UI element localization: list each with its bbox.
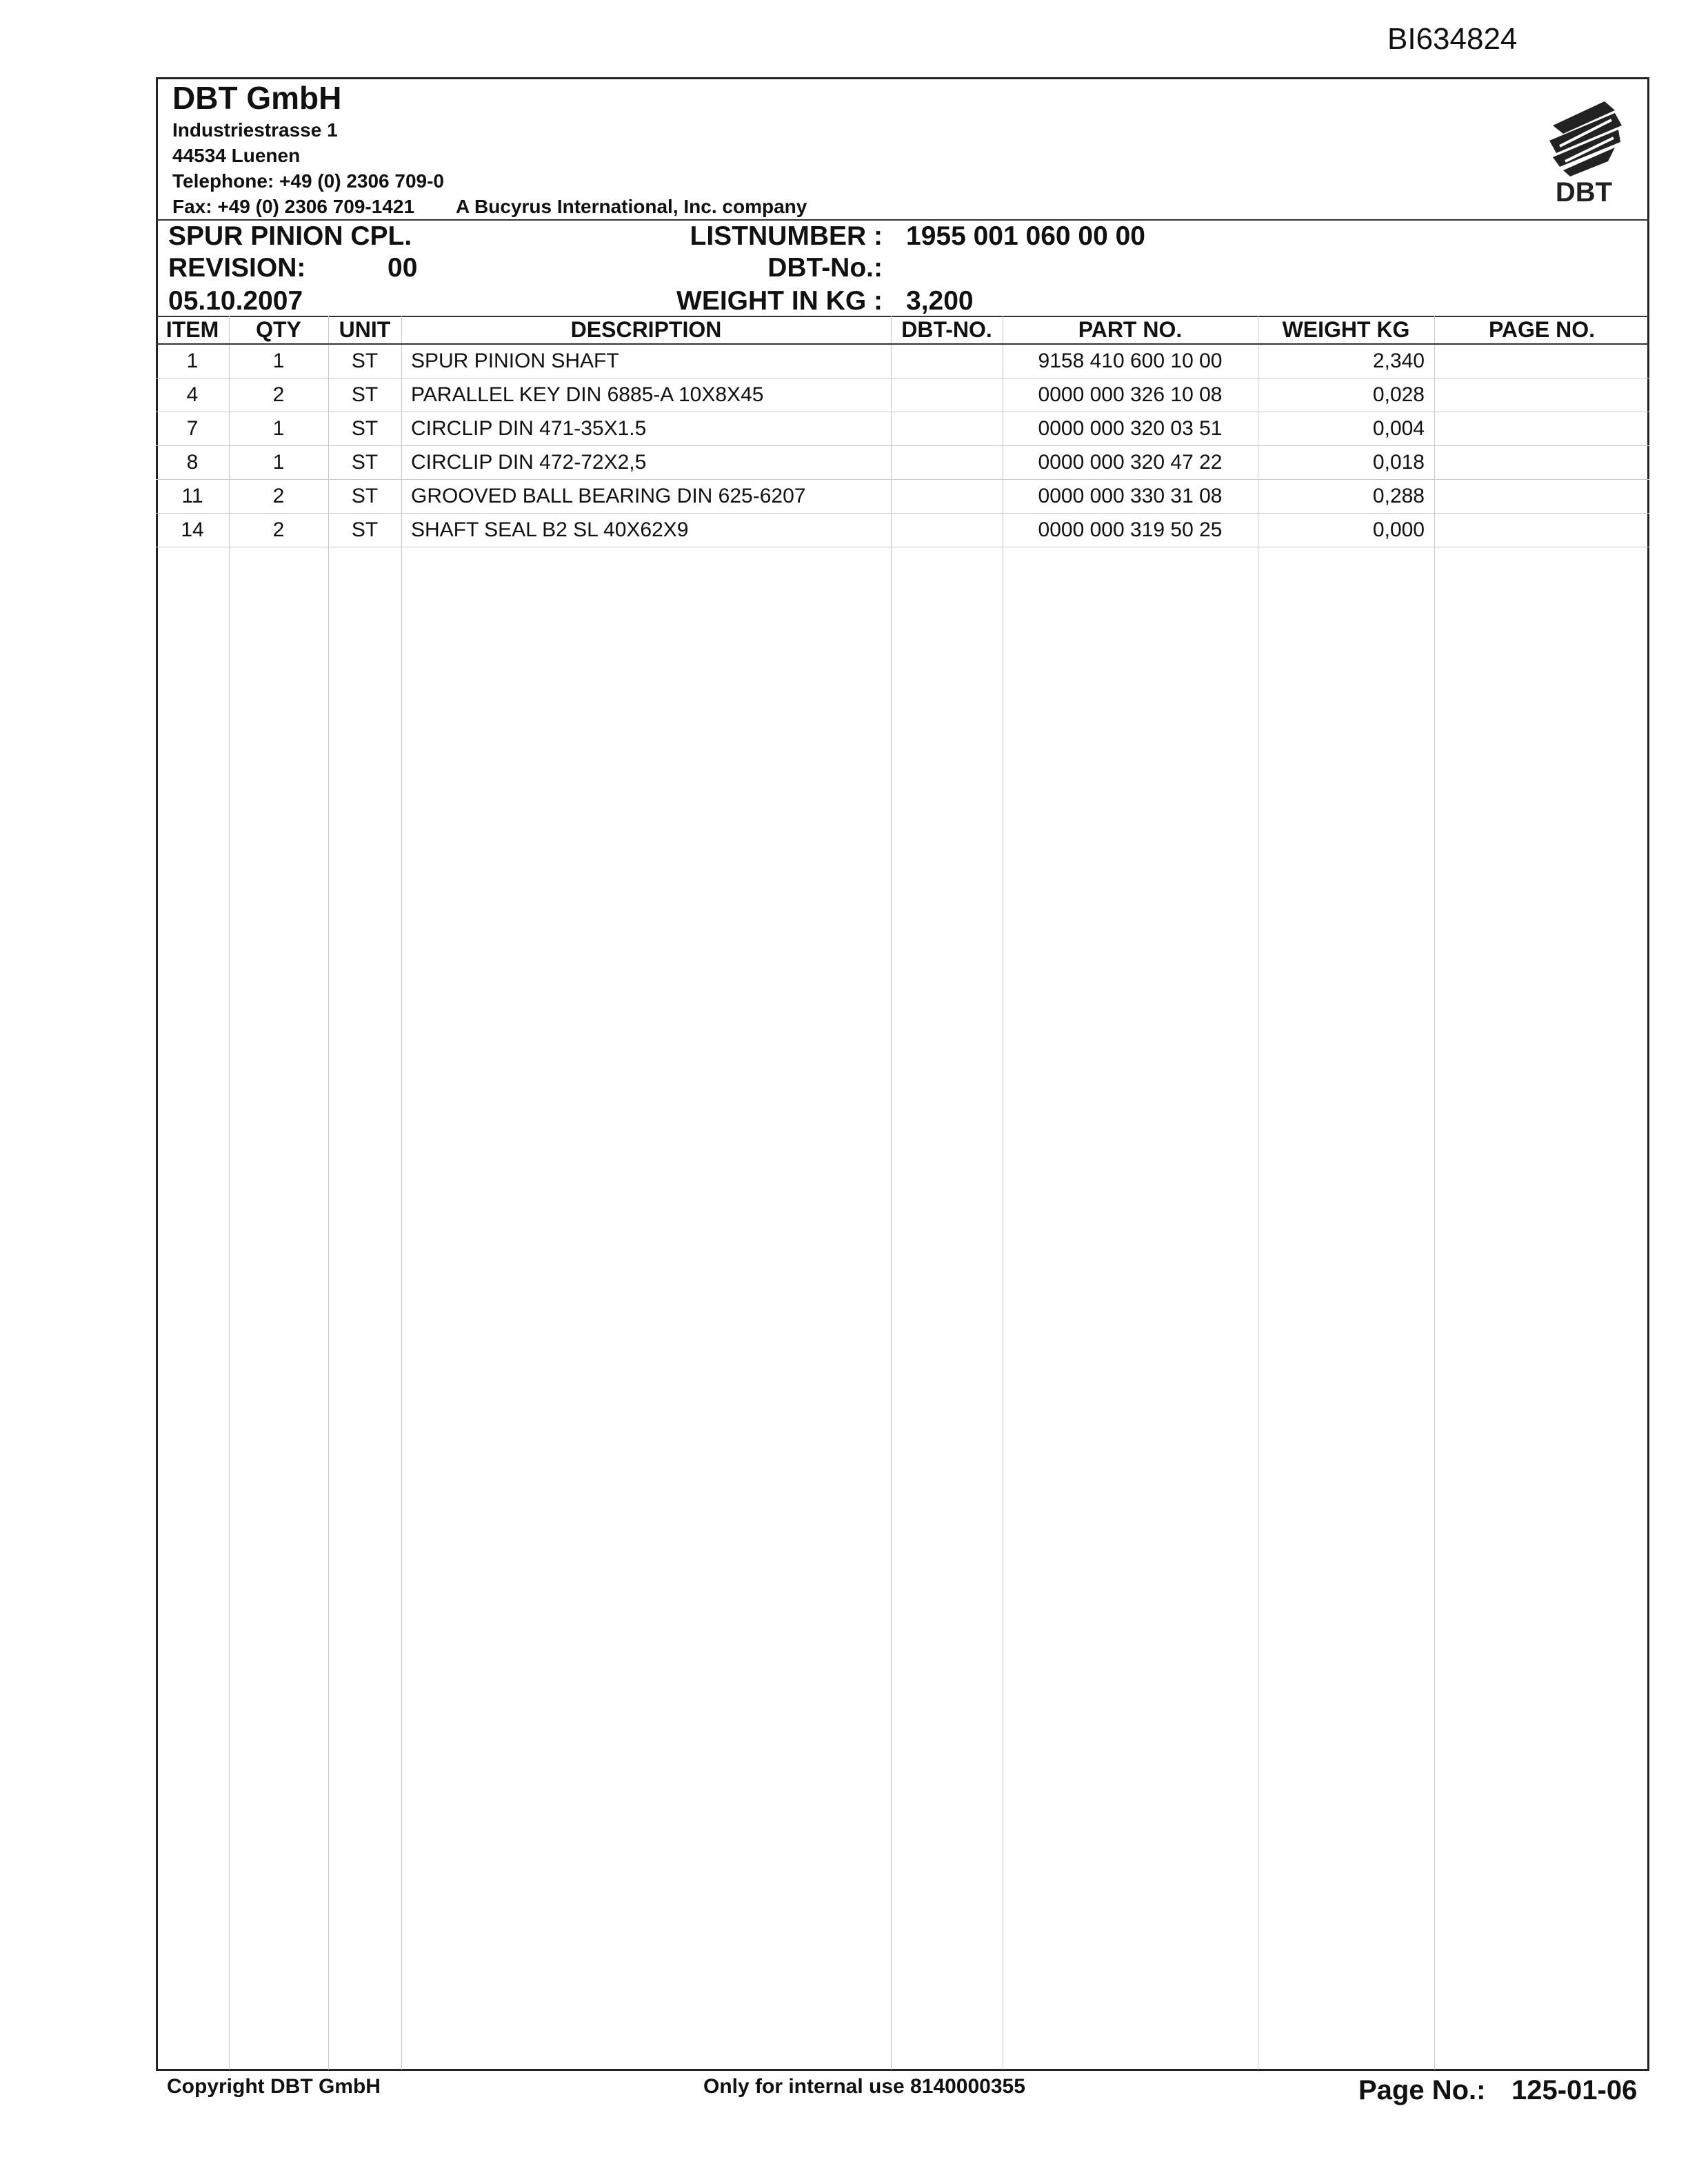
cell-part-no: 0000 000 320 47 22 <box>1038 451 1223 474</box>
cell-unit: ST <box>351 485 379 507</box>
parts-table <box>156 316 1649 547</box>
footer-copyright: Copyright DBT GmbH <box>167 2075 381 2098</box>
cell-item: 7 <box>186 417 199 440</box>
footer-internal-use: Only for internal use 8140000355 <box>703 2075 1025 2098</box>
column-divider <box>891 316 892 2070</box>
cell-unit: ST <box>351 417 379 440</box>
column-header-unit: UNIT <box>339 316 391 342</box>
cell-item: 1 <box>186 350 199 372</box>
logo-text: DBT <box>1555 177 1613 208</box>
cell-part-no: 0000 000 330 31 08 <box>1038 485 1223 507</box>
weight-label: WEIGHT IN KG : <box>676 286 883 316</box>
column-divider <box>328 316 329 2070</box>
column-divider <box>401 316 402 2070</box>
cell-page-no <box>1434 345 1649 378</box>
table-row <box>156 514 1649 547</box>
column-header-item: ITEM <box>165 316 219 342</box>
cell-part-no: 0000 000 319 50 25 <box>1038 518 1223 541</box>
company-street: Industriestrasse 1 <box>172 119 338 141</box>
cell-unit: ST <box>351 383 379 406</box>
column-divider <box>1434 316 1435 2070</box>
table-row <box>156 378 1649 412</box>
table-row <box>156 345 1649 378</box>
column-header-page-no: PAGE NO. <box>1488 316 1596 342</box>
cell-item: 4 <box>186 383 199 406</box>
table-header-row <box>156 316 1649 345</box>
column-header-description: DESCRIPTION <box>570 316 722 342</box>
cell-item: 8 <box>186 451 199 474</box>
column-header-part-no: PART NO. <box>1078 316 1183 342</box>
cell-part-no: 0000 000 320 03 51 <box>1038 417 1223 440</box>
table-row <box>156 480 1649 514</box>
cell-unit: ST <box>351 518 379 541</box>
footer-page-label: Page No.: <box>1358 2075 1486 2105</box>
cell-page-no <box>1434 514 1649 547</box>
company-fax: Fax: +49 (0) 2306 709-1421 <box>172 196 415 217</box>
column-divider <box>229 316 230 2070</box>
company-tagline: A Bucyrus International, Inc. company <box>456 196 807 217</box>
cell-qty: 1 <box>272 451 285 474</box>
cell-dbt-no <box>891 480 1003 513</box>
column-header-weight: WEIGHT KG <box>1282 316 1410 342</box>
cell-unit: ST <box>351 451 379 474</box>
cell-page-no <box>1434 412 1649 445</box>
cell-weight: 0,288 <box>1372 485 1425 507</box>
list-title: SPUR PINION CPL. <box>168 221 412 251</box>
cell-part-no: 0000 000 326 10 08 <box>1038 383 1223 406</box>
cell-description: CIRCLIP DIN 472-72X2,5 <box>411 451 647 474</box>
column-header-qty: QTY <box>256 316 301 342</box>
cell-qty: 2 <box>272 383 285 406</box>
company-name: DBT GmbH <box>172 80 342 116</box>
cell-item: 14 <box>181 518 204 541</box>
cell-description: GROOVED BALL BEARING DIN 625-6207 <box>411 485 806 507</box>
cell-dbt-no <box>891 345 1003 378</box>
cell-page-no <box>1434 446 1649 479</box>
cell-dbt-no <box>891 446 1003 479</box>
cell-page-no <box>1434 378 1649 412</box>
dbt-logo <box>1539 98 1629 208</box>
cell-weight: 2,340 <box>1372 350 1425 372</box>
cell-dbt-no <box>891 378 1003 412</box>
weight-value: 3,200 <box>906 286 974 316</box>
cell-description: CIRCLIP DIN 471-35X1.5 <box>411 417 647 440</box>
cell-description: PARALLEL KEY DIN 6885-A 10X8X45 <box>411 383 764 406</box>
cell-weight: 0,028 <box>1372 383 1425 406</box>
revision-label: REVISION: <box>168 253 306 283</box>
cell-weight: 0,018 <box>1372 451 1425 474</box>
revision-value: 00 <box>388 253 418 283</box>
company-telephone: Telephone: +49 (0) 2306 709-0 <box>172 170 444 192</box>
company-fax-row <box>172 194 807 219</box>
cell-qty: 2 <box>272 518 285 541</box>
company-block <box>172 79 807 219</box>
list-date: 05.10.2007 <box>168 286 303 316</box>
table-row <box>156 412 1649 446</box>
cell-description: SPUR PINION SHAFT <box>411 350 619 372</box>
cell-item: 11 <box>181 485 203 507</box>
dbt-no-label: DBT-No.: <box>767 253 883 283</box>
cell-unit: ST <box>351 350 379 372</box>
listnumber-value: 1955 001 060 00 00 <box>906 221 1146 251</box>
cell-part-no: 9158 410 600 10 00 <box>1038 350 1223 372</box>
cell-weight: 0,000 <box>1372 518 1425 541</box>
cell-page-no <box>1434 480 1649 513</box>
cell-qty: 1 <box>272 350 285 372</box>
column-header-dbt-no: DBT-NO. <box>901 316 992 342</box>
cell-dbt-no <box>891 514 1003 547</box>
table-row <box>156 446 1649 480</box>
footer-page-number: 125-01-06 <box>1511 2075 1638 2105</box>
cell-dbt-no <box>891 412 1003 445</box>
document-id: BI634824 <box>1387 22 1518 56</box>
cell-qty: 1 <box>272 417 285 440</box>
cell-weight: 0,004 <box>1372 417 1425 440</box>
cell-qty: 2 <box>272 485 285 507</box>
cell-description: SHAFT SEAL B2 SL 40X62X9 <box>411 518 689 541</box>
company-city: 44534 Luenen <box>172 145 301 166</box>
listnumber-label: LISTNUMBER : <box>690 221 883 251</box>
